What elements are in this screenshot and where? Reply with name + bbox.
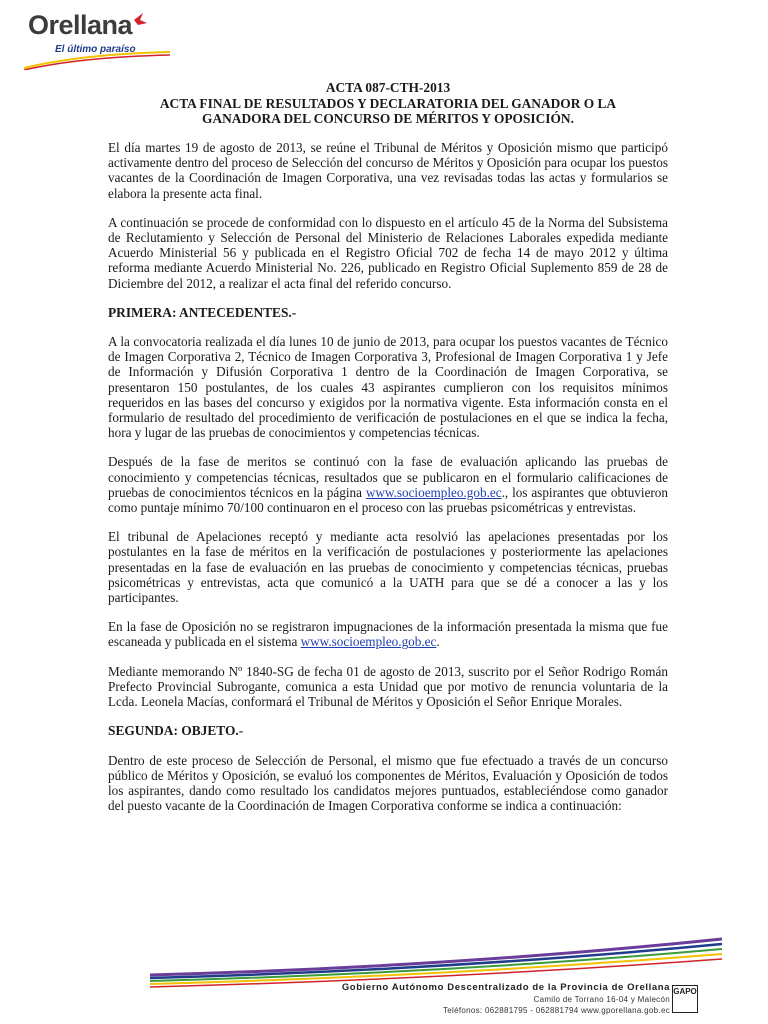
paragraph-convocatoria: A la convocatoria realizada el día lunes 10 de junio de 2013, para ocupar los puestos vacantes de Técnico de Imagen Corporativa 2, Técnico de Imagen Corporativa 3, Profesional de Imagen Corporativa 1 y Jefe de Información y Difusión Corporativa 1 dentro de la Coordinación de Imagen Corporativa, se presentaron 150 postulantes, de los cuales 43 aspirantes cumplieron con los requisitos mínimos requeridos en las bases del concurso y exigidos por la normativa vigente. Esta información consta en el formulario de resultado del procedimiento de verificación de postulaciones en el que se indica la fecha, hora y lugar de las pruebas de conocimientos y competencias técnicas.	[108, 334, 668, 441]
paragraph-apelaciones: El tribunal de Apelaciones receptó y mediante acta resolvió las apelaciones presentadas por los postulantes en la fase de méritos en la verificación de postulaciones y posteriormente las apelaciones presentadas en la fase de evaluación en las pruebas de conocimiento y competencias técnicas, pruebas psicométricas y entrevistas, acta que comunicó a la UATH para que se dé a conocer a las y los participantes.	[108, 529, 668, 606]
footer-address: Camilo de Torrano 16-04 y Malecón	[533, 995, 670, 1004]
section-heading-segunda: SEGUNDA: OBJETO.-	[108, 723, 244, 739]
document-title-line1: ACTA FINAL DE RESULTADOS Y DECLARATORIA DEL GANADOR O LA	[159, 95, 617, 111]
footer-institution-name: Gobierno Autónomo Descentralizado de la Provincia de Orellana	[341, 982, 670, 993]
gapo-logo: GAPO	[672, 985, 698, 1013]
paragraph-objeto: Dentro de este proceso de Selección de Personal, el mismo que fue efectuado a través de un concurso público de Méritos y Oposición, se evaluó los componentes de Méritos, Evaluación y Oposición de todos los aspirantes, dando como resultado los candidatos mejores puntuados, estableciéndose como ganador del puesto vacante de la Coordinación de Imagen Corporativa conforme se indica a continuación:	[108, 752, 668, 814]
logo-wordmark: Orellana	[28, 10, 133, 40]
paragraph-evaluacion	[108, 454, 668, 515]
socioempleo-link[interactable]: www.socioempleo.gob.ec	[300, 634, 437, 650]
paragraph-intro: El día martes 19 de agosto de 2013, se reúne el Tribunal de Méritos y Oposición mismo que participó activamente dentro del proceso de Selección del concurso de Méritos y Oposición para ocupar los puestos vacantes de la Coordinación de Imagen Corporativa, una vez revisadas todas las actas y formularios se elabora la presente acta final.	[108, 140, 668, 201]
paragraph-memorando: Mediante memorando Nº 1840-SG de fecha 01 de agosto de 2013, suscrito por el Señor Rodrigo Román Prefecto Provincial Subrogante, comunica a esta Unidad que por motivo de renuncia voluntaria de la Lcda. Leonela Macías, conformará el Tribunal de Méritos y Oposición el Señor Enrique Morales.	[108, 663, 668, 710]
page-footer	[0, 935, 768, 1024]
logo-tagline: El último paraíso	[55, 44, 136, 55]
acta-number: ACTA 087-CTH-2013	[325, 80, 451, 95]
socioempleo-link[interactable]: www.socioempleo.gob.ec	[365, 484, 502, 500]
text-span: .	[436, 634, 440, 650]
text-span: Después de la fase de meritos se continuó con la fase de evaluación aplicando las pruebas de conocimiento y competencias técnicas, resultados que se publicaron en el formulario calificaciones de pruebas de conocimientos técnicos en la página	[108, 454, 668, 500]
paragraph-legal-basis: A continuación se procede de conformidad con lo dispuesto en el artículo 45 de la Norma del Subsistema de Reclutamiento y Selección de Personal del Ministerio de Relaciones Laborales expedida mediante Acuerdo Ministerial 56 y publicada en el Registro Oficial 702 de fecha 14 de mayo 2012 y última reforma mediante Acuerdo Ministerial No. 226, publicado en Registro Oficial Suplemento 859 de 28 de Diciembre del 2012, a realizar el acta final del referido concurso.	[108, 214, 668, 291]
text-span: En la fase de Oposición no se registraron impugnaciones de la información presentada la misma que fue escaneada y publicada en el sistema	[108, 619, 668, 650]
text-span: ., los aspirantes que obtuvieron como puntaje mínimo 70/100 continuaron en el proceso con las pruebas psicométricas y entrevistas.	[108, 484, 668, 516]
paragraph-oposicion	[108, 619, 668, 649]
footer-phones: Teléfonos: 062881795 - 062881794 www.gporellana.gob.ec	[442, 1006, 670, 1015]
document-header	[108, 80, 668, 127]
document-title-line2: GANADORA DEL CONCURSO DE MÉRITOS Y OPOSICIÓN.	[202, 111, 574, 126]
document-body	[108, 140, 668, 827]
section-heading-primera: PRIMERA: ANTECEDENTES.-	[108, 304, 297, 320]
orellana-logo	[22, 8, 172, 70]
